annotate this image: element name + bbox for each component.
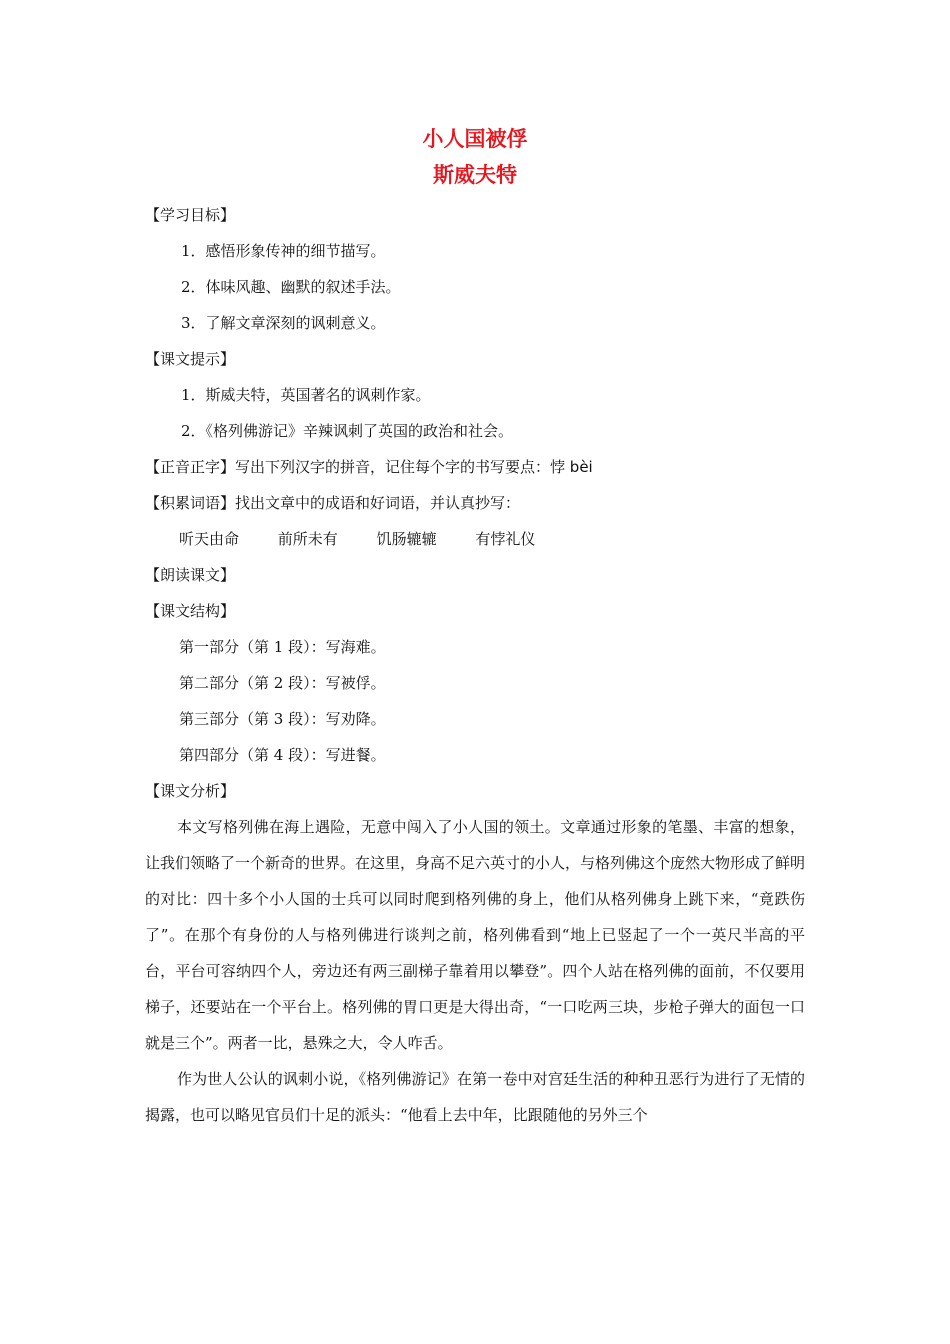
- document-body: [145, 197, 805, 1133]
- vocab-heading: 【积累词语】: [145, 494, 236, 512]
- document-title: 小人国被俘: [422, 127, 528, 151]
- pronunciation-heading: 【正音正字】: [145, 458, 236, 476]
- analysis-paragraph-2: 作为世人公认的讽刺小说，《格列佛游记》在第一卷中对宫廷生活的种种丑恶行为进行了无情的揭露，也可以略见官员们十足的派头：“他看上去中年，比跟随他的另外三个: [145, 1070, 805, 1124]
- structure-item-3: 第三部分（第 3 段）：写劝降。: [179, 710, 386, 728]
- structure-item-2: 第二部分（第 2 段）：写被俘。: [179, 674, 386, 692]
- pronunciation-text: 写出下列汉字的拼音，记住每个字的书写要点：悖: [235, 458, 570, 476]
- structure-heading: 【课文结构】: [145, 602, 236, 620]
- structure-item-4: 第四部分（第 4 段）：写进餐。: [179, 746, 386, 764]
- goal-item-2: 2．体味风趣、幽默的叙述手法。: [181, 278, 401, 296]
- structure-item-1: 第一部分（第 1 段）：写海难。: [179, 638, 386, 656]
- vocab-word: 饥肠辘辘: [376, 530, 437, 548]
- analysis-heading: 【课文分析】: [145, 782, 236, 800]
- vocab-line: [145, 485, 805, 521]
- hint-item-2: 2．《格列佛游记》辛辣讽刺了英国的政治和社会。: [181, 422, 514, 440]
- goals-heading: 【学习目标】: [145, 206, 236, 224]
- vocab-words: [145, 521, 805, 557]
- goal-item-3: 3．了解文章深刻的讽刺意义。: [181, 314, 386, 332]
- pronunciation-pinyin: bèi: [569, 458, 593, 476]
- vocab-text: 找出文章中的成语和好词语，并认真抄写：: [235, 494, 521, 512]
- vocab-word: 有悖礼仪: [475, 530, 536, 548]
- goal-item-1: 1．感悟形象传神的细节描写。: [181, 242, 386, 260]
- document-author: 斯威夫特: [433, 163, 517, 187]
- analysis-paragraph-1: 本文写格列佛在海上遇险，无意中闯入了小人国的领土。文章通过形象的笔墨、丰富的想象，让我们领略了一个新奇的世界。在这里，身高不足六英寸的小人，与格列佛这个庞然大物形成了鲜明的对比：四十多个小人国的士兵可以同时爬到格列佛的身上，他们从格列佛身上跳下来，“竟跌伤了”。在那个有身份的人与格列佛进行谈判之前，格列佛看到“地上已竖起了一个一英尺半高的平台，平台可容纳四个人，旁边还有两三副梯子靠着用以攀登”。四个人站在格列佛的面前，不仅要用梯子，还要站在一个平台上。格列佛的胃口更是大得出奇，“一口吃两三块，步枪子弹大的面包一口就是三个”。两者一比，悬殊之大，令人咋舌。: [145, 818, 806, 1052]
- reading-heading: 【朗读课文】: [145, 566, 236, 584]
- hints-heading: 【课文提示】: [145, 350, 236, 368]
- pronunciation-line: [145, 449, 805, 485]
- vocab-word: 前所未有: [277, 530, 338, 548]
- vocab-word: 听天由命: [179, 530, 240, 548]
- hint-item-1: 1．斯威夫特，英国著名的讽刺作家。: [181, 386, 431, 404]
